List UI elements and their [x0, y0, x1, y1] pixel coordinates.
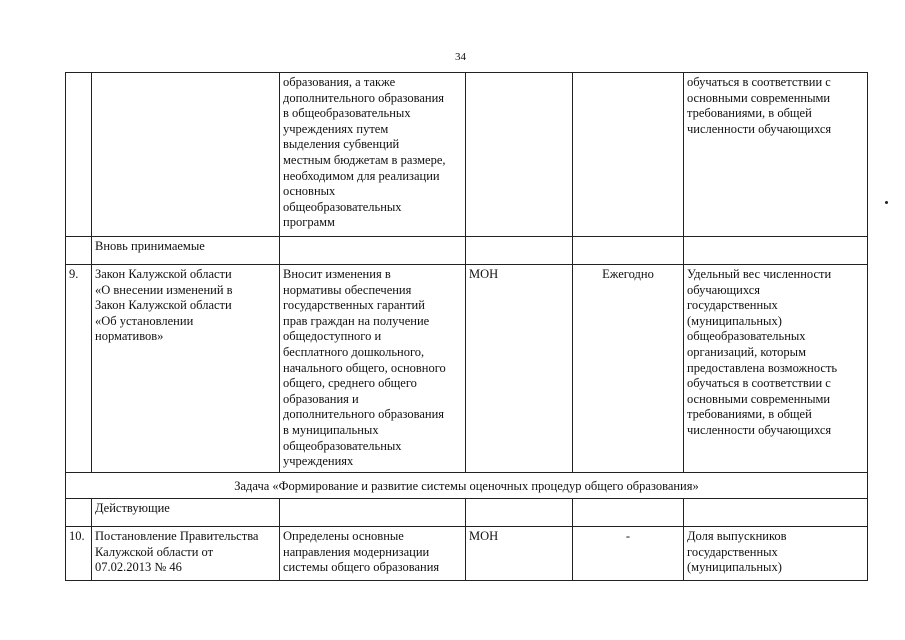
row-number-cell: 10. [66, 527, 92, 581]
executor-cell: МОН [466, 527, 573, 581]
page-number: 34 [455, 51, 466, 63]
period-cell [573, 73, 684, 237]
section-row [66, 499, 868, 527]
law-cell [92, 73, 280, 237]
row-number-cell [66, 499, 92, 527]
law-cell: Закон Калужской области «О внесении изменений в Закон Калужской области «Об установлении нормативов» [92, 265, 280, 473]
indicator-cell: обучаться в соответствии с основными современными требованиями, в общей численности обучающихся [684, 73, 868, 237]
task-row [66, 473, 868, 499]
section-label: Действующие [92, 499, 280, 527]
content-cell: Определены основные направления модернизации системы общего образования [280, 527, 466, 581]
indicator-cell: Доля выпускников государственных (муниципальных) [684, 527, 868, 581]
content-cell: образования, а также дополнительного образования в общеобразовательных учреждениях путем выделения субвенций местным бюджетам в размере, необходимом для реализации основных общеобразовательных программ [280, 73, 466, 237]
scan-speck [885, 201, 888, 204]
table-row [66, 527, 868, 581]
section-label: Вновь принимаемые [92, 237, 280, 265]
table-row [66, 265, 868, 473]
row-number-cell: 9. [66, 265, 92, 473]
indicator-cell: Удельный вес численности обучающихся государственных (муниципальных) общеобразовательных организаций, которым предоставлена возможность обучаться в соответствии с основными современными требованиями, в общей численности обучающихся [684, 265, 868, 473]
law-cell: Постановление Правительства Калужской области от 07.02.2013 № 46 [92, 527, 280, 581]
section-row [66, 237, 868, 265]
row-number-cell [66, 73, 92, 237]
row-number-cell [66, 237, 92, 265]
table-row [66, 73, 868, 237]
task-heading: Задача «Формирование и развитие системы оценочных процедур общего образования» [66, 473, 868, 499]
legislation-table [65, 72, 868, 581]
executor-cell [466, 73, 573, 237]
period-cell: Ежегодно [573, 265, 684, 473]
period-cell: - [573, 527, 684, 581]
content-cell: Вносит изменения в нормативы обеспечения государственных гарантий прав граждан на получение общедоступного и бесплатного дошкольного, начального общего, основного общего, среднего общего образования и дополнительного образования в муниципальных общеобразовательных учреждениях [280, 265, 466, 473]
executor-cell: МОН [466, 265, 573, 473]
